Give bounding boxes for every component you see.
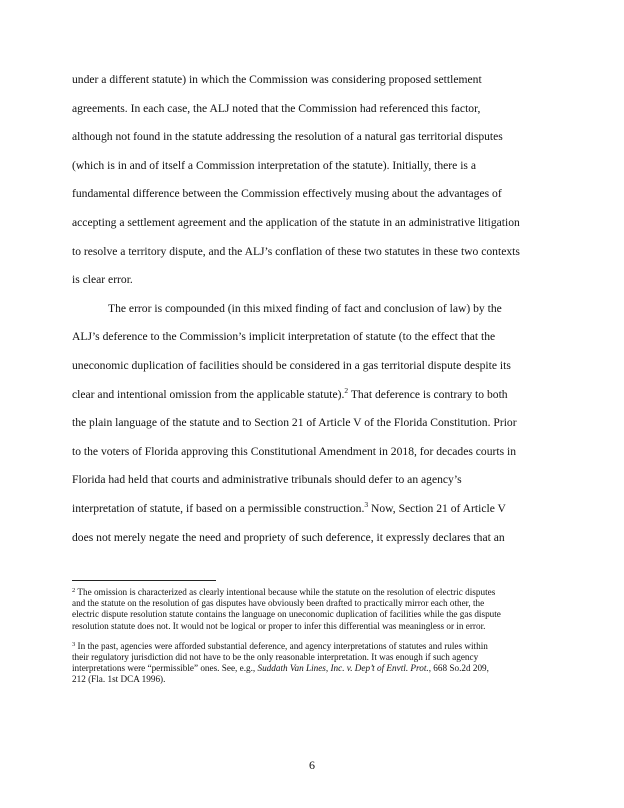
text-segment: clear and intentional omission from the applicable statute). (72, 387, 345, 401)
footnote-line: resolution statute does not. It would not be logical or proper to infer this differential was meaningless or in error. (72, 620, 486, 631)
footnote-line: electric dispute resolution statute contains the language on uneconomic duplication of facilities while the gas dispute (72, 609, 501, 620)
footnote-line (72, 587, 556, 598)
footnote-line: their regulatory jurisdiction did not have to be the only reasonable interpretation. It was enough if such agency (72, 652, 479, 663)
text-line: fundamental difference between the Commission effectively musing about the advantages of (72, 187, 502, 201)
text-line: uneconomic duplication of facilities should be considered in a gas territorial dispute despite its (72, 358, 511, 372)
text-segment: , 668 So.2d 209, (428, 663, 489, 674)
footnote-line: and the statute on the resolution of gas disputes have obviously been drafted to practically mirror each other, the (72, 598, 485, 609)
text-line: although not found in the statute addressing the resolution of a natural gas territorial disputes (72, 130, 503, 144)
footnote-divider (72, 580, 216, 581)
text-line: is clear error. (72, 273, 133, 287)
footnote-marker: 3 (72, 640, 76, 648)
text-segment: In the past, agencies were afforded substantial deference, and agency interpretations of statutes and rules within (75, 640, 488, 651)
text-line (72, 495, 553, 524)
text-line: (which is in and of itself a Commission interpretation of the statute). Initially, there is a (72, 158, 476, 172)
text-segment: interpretation of statute, if based on a permissible construction. (72, 501, 365, 515)
text-line: under a different statute) in which the Commission was considering proposed settlement (72, 73, 482, 86)
text-line: ALJ’s deference to the Commission’s implicit interpretation of statute (to the effect that the (72, 330, 496, 344)
text-line (72, 381, 553, 410)
text-segment: The omission is characterized as clearly intentional because while the statute on the resolution of electric disputes (75, 587, 496, 597)
text-segment: That deference is contrary to both (348, 387, 508, 401)
case-citation: Suddath Van Lines, Inc. v. Dep’t of Envtl. Prot. (257, 663, 429, 674)
text-line: accepting a settlement agreement and the application of the statute in an administrative litigation (72, 215, 520, 229)
text-line: agreements. In each case, the ALJ noted that the Commission had referenced this factor, (72, 101, 481, 115)
footnote-line (72, 641, 556, 652)
footnote-2 (72, 587, 556, 632)
text-line: to the voters of Florida approving this Constitutional Amendment in 2018, for decades courts in (72, 444, 517, 458)
text-line: does not merely negate the need and propriety of such deference, it expressly declares that an (72, 530, 505, 544)
text-line: the plain language of the statute and to Section 21 of Article V of the Florida Constitution. Prior (72, 416, 517, 430)
paragraph-2 (72, 295, 553, 552)
text-segment: Now, Section 21 of Article V (368, 501, 506, 515)
body-text (72, 66, 553, 552)
footnote-line (72, 663, 556, 674)
text-line: to resolve a territory dispute, and the ALJ’s conflation of these two statutes in these two contexts (72, 244, 520, 258)
footnote-ref-2[interactable]: 2 (344, 385, 349, 395)
footnote-3 (72, 641, 556, 686)
footnote-ref-3[interactable]: 3 (364, 499, 369, 509)
footnote-line: 212 (Fla. 1st DCA 1996). (72, 674, 166, 685)
text-line: The error is compounded (in this mixed finding of fact and conclusion of law) by the (108, 301, 502, 315)
text-line: Florida had held that courts and administrative tribunals should defer to an agency’s (72, 473, 462, 487)
footnote-marker: 2 (72, 587, 76, 594)
footnotes (72, 587, 556, 695)
paragraph-1 (72, 66, 553, 295)
text-segment: interpretations were “permissible” ones. See, e.g., (72, 663, 258, 674)
page-number: 6 (309, 758, 315, 772)
